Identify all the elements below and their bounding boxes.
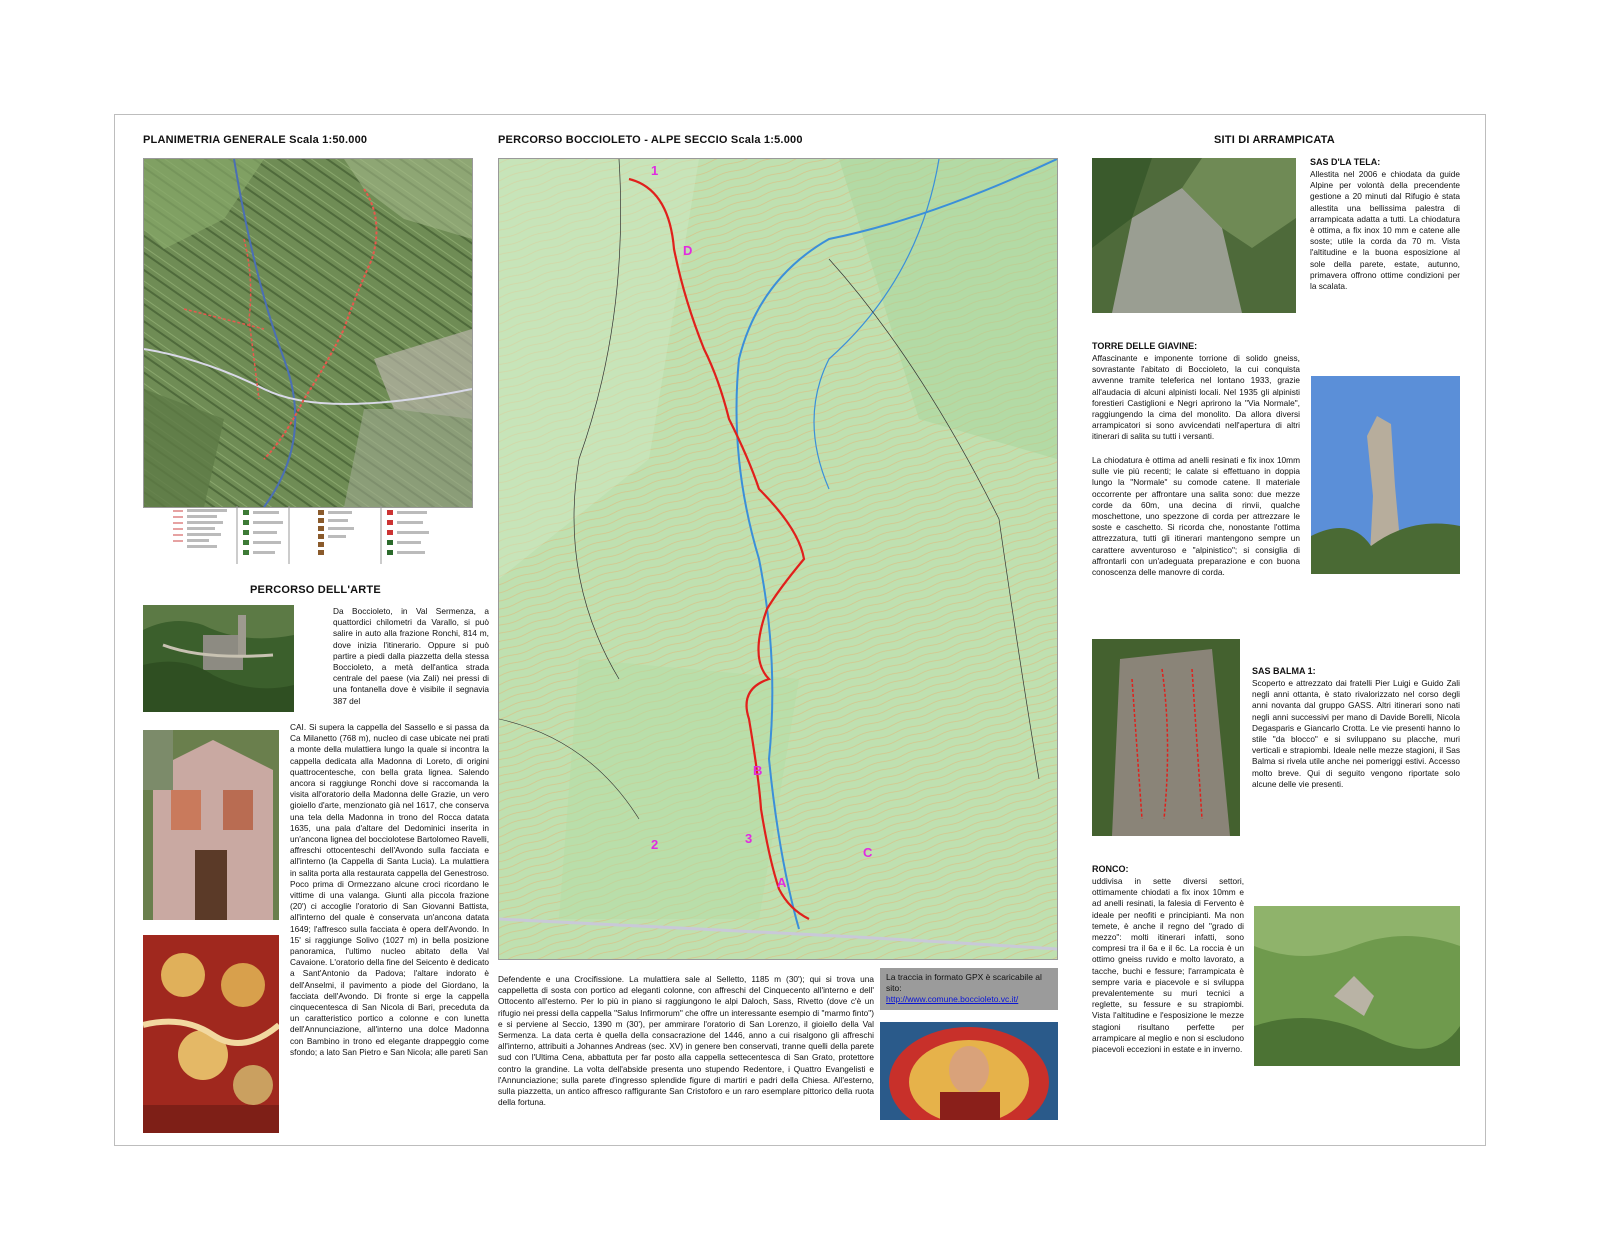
planimetria-heading: PLANIMETRIA GENERALE Scala 1:50.000 xyxy=(143,134,368,146)
photo-sas-balma xyxy=(1092,639,1240,836)
s4-text: uddivisa in sette diversi settori, ottimamente chiodati a fix inox 10mm e ad anelli resinati, la falesia di Fervento è ideale per neofiti e principianti. Ma non temete, è anche il regno del "grado di mezzo": molti itinerari infatti, sono compresi tra il 6a e il 6c. La roccia è un ottimo gneiss ruvido e molto lavorato, a tacche, buchi e fessure; l'arrampicata è sempre varia e piacevole e si sviluppa prevalentemente su muri tecnici a reglette, su fessure e su strapiombi. Vista l'altitudine e l'esposizione le mezze stagioni risultano perfette per arrampicare al meglio e non si escludono piacevoli eccezioni in estate e in inverno. xyxy=(1092,876,1244,1055)
route-label-1: 1 xyxy=(651,163,659,178)
percorso-heading: PERCORSO BOCCIOLETO - ALPE SECCIO Scala 1:5.000 xyxy=(498,134,803,146)
route-map[interactable] xyxy=(498,158,1058,960)
photo-boccioleto-village xyxy=(143,605,294,712)
photo-sas-dla-tela xyxy=(1092,158,1296,313)
art-text-top: Da Boccioleto, in Val Sermenza, a quattordici chilometri da Varallo, si può salire in auto alla frazione Ronchi, 814 m, dove inizia l'itinerario. Oppure si può partire a piedi dalla piazzetta della stessa Boccioleto, a metà dell'antica strada centrale del paese (via Zali) nei pressi di una fontanella dove è visibile il segnavia 387 del xyxy=(333,606,489,706)
gpx-link[interactable]: http://www.comune.boccioleto.vc.it/ xyxy=(886,994,1019,1004)
photo-oratory-facade xyxy=(143,730,279,920)
photo-redeemer-fresco xyxy=(880,1022,1058,1120)
s4-title: RONCO: xyxy=(1092,864,1129,874)
route-label-2: 2 xyxy=(651,837,659,852)
photo-fresco-angels xyxy=(143,935,279,1133)
s2-text2: La chiodatura è ottima ad anelli resinati e fix inox 10mm sulle vie più recenti; le calate si effettuano in doppia lungo la "Normale" su comode catene. Il materiale occorrente per affrontare una salita sono: due mezze corde da 60m, una decina di rinvii, qualche moschettone, uno spezzone di corda per attrezzare le soste e caschetto. Si ricorda che, nonostante l'ottima attrezzatura, tutti gli itinerari mantengono sempre un carattere avventuroso e "alpinistico"; si consiglia di affrontarli con un'adeguata preparazione e con buona conoscenza delle manovre di corda. xyxy=(1092,455,1300,578)
arte-heading: PERCORSO DELL'ARTE xyxy=(250,584,381,596)
photo-torre-delle-giavine xyxy=(1311,376,1460,574)
s3-text: Scoperto e attrezzato dai fratelli Pier Luigi e Guido Zali negli anni ottanta, è stato rivalorizzato nel corso degli anni novanta dal gruppo GASS. Altri itinerari sono nati negli anni successivi per mano di Davide Borelli, Nicola Degasparis e Giancarlo Crotta. Le vie presenti hanno lo stile "da blocco" e si sviluppano su placche, muri verticali e strapiombi. Ideale nelle mezze stagioni, il Sas Balma si rivela utile anche nei pomeriggi estivi. Accesso molto breve. Qui di seguito vengono riportate solo alcune delle vie presenti. xyxy=(1252,678,1460,789)
route-label-a: A xyxy=(777,875,787,890)
s2-title: TORRE DELLE GIAVINE: xyxy=(1092,341,1198,351)
overview-map[interactable] xyxy=(143,158,473,508)
gpx-text: La traccia in formato GPX è scaricabile al sito: xyxy=(886,972,1042,993)
map-legend xyxy=(143,506,470,564)
art-text-mid: CAI. Si supera la cappella del Sassello e si passa da Ca Milanetto (768 m), nucleo di case ubicate nei prati a monte della mulattiera lungo la quale si incontra la cappella dedicata alla Madonna di Loreto, di origini quattrocentesche, con bella grata lignea. Salendo ancora si raggiunge Ronchi dove si raccomanda la visita all'oratorio della Madonna delle Grazie, un vero gioiello d'arte, menzionato già nel 1617, che conserva una tela della Madonna in trono del Rocca datata 1635, una pala d'altare del Dedominici inserita in un'ancona lignea del bocciolotese Bartolomeo Ravelli, affreschi ottocenteschi dell'Avondo sulla facciata e all'interno (la Cappella di Santa Lucia). La mulattiera in salita porta alla restaurata cappella del Genestroso. Poco prima di Ormezzano alcune croci ricordano le vittime di una valanga. Giunti alla piccola frazione (20') ci accoglie l'oratorio di San Giovanni Battista, all'interno del quale è conservata un'ancona datata 1649; l'affresco sulla facciata è opera dell'Avondo. In 15' si raggiunge Solivo (1027 m) in bella posizione panoramica, l'ultimo nucleo abitato della Val Cavaione. L'oratorio della fine del Seicento è dedicato a Sant'Antonio da Padova; l'altare indorato è dell'Anselmi, il pavimento a piode del Giordano, la facciata dell'Avondo. Di fronte si erge la cappella cinquecentesca di San Nicola di Bari, preceduta da un caratteristico portico a colonne e con lunetta dell'Annunciazione, all'interno una dolce Madonna con Bambino in trono ed elegante drappeggio come sfondo; a lato San Pietro e San Nicola; alle pareti San xyxy=(290,722,489,1057)
photo-ronco xyxy=(1254,906,1460,1066)
s2-text: Affascinante e imponente torrione di solido gneiss, sovrastante l'abitato di Boccioleto, la cui conquista avvenne tramite teleferica nel lontano 1933, grazie all'audacia di alcuni alpinisti locali. Nel 1935 gli alpinisti forestieri Castiglioni e Negri aprirono la "Via Normale", raggiungendo la cima del monolito. Da allora diversi arrampicatori si sono avvicendati nell'apertura di altri itinerari di salita su tutti i versanti. xyxy=(1092,353,1300,442)
siti-heading: SITI DI ARRAMPICATA xyxy=(1214,134,1335,146)
route-label-b: B xyxy=(753,763,763,778)
gpx-box xyxy=(880,968,1058,1010)
route-label-d: D xyxy=(683,243,693,258)
s1-text: Allestita nel 2006 e chiodata da guide Alpine per volontà della precendente gestione a 20 minuti dal Rifugio è stata allestita una bellissima palestra di arrampicata adatta a tutti. La chiodatura è ottima, a fix inox 10 mm e catene alle soste; utile la corda da 70 m. Vista l'altitudine e la buona esposizione al sole della parete, estate, autunno, primavera offrono ottime condizioni per la scalata. xyxy=(1310,169,1460,292)
s1-title: SAS D'LA TELA: xyxy=(1310,157,1381,167)
art-text-center: Defendente e una Crocifissione. La mulattiera sale al Selletto, 1185 m (30'); qui si trova una cappelletta di sosta con portico ad eleganti colonne, con affreschi del Cinquecento all'interno e dell' Ottocento all'esterno. Per lo più in piano si raggiungono le alpi Daloch, Sass, Rivetto (dove c'è un rifugio nei pressi della cappella "Salus Infirmorum" che offre un interessante esempio di "marmo finto") e si perviene al Seccio, 1390 m (30'), per ammirare l'oratorio di San Lorenzo, il gioiello della Val Sermenza. La data certa è quella della consacrazione del 1446, anno a cui risalgono gli affreschi all'interno, attribuiti a Johannes Andreas (sec. XV) in genere ben conservati, tranne quelli della parete sud con l'Ultima Cena, abbattuta per far posto alla cappella settecentesca di San Grato, protettore contro la grandine. La volta dell'abside presenta uno stupendo Redentore, i Quattro Evangelisti e l'Annunciazione; sulla parete d'ingresso splendide figure di martiri e padri della Chiesa. All'esterno, sulla piazzetta, un antico affresco raffigurante San Cristoforo e un raro esemplare pittorico della ruota della fortuna. xyxy=(498,974,874,1108)
route-label-c: C xyxy=(863,845,873,860)
s3-title: SAS BALMA 1: xyxy=(1252,666,1316,676)
route-label-3: 3 xyxy=(745,831,753,846)
